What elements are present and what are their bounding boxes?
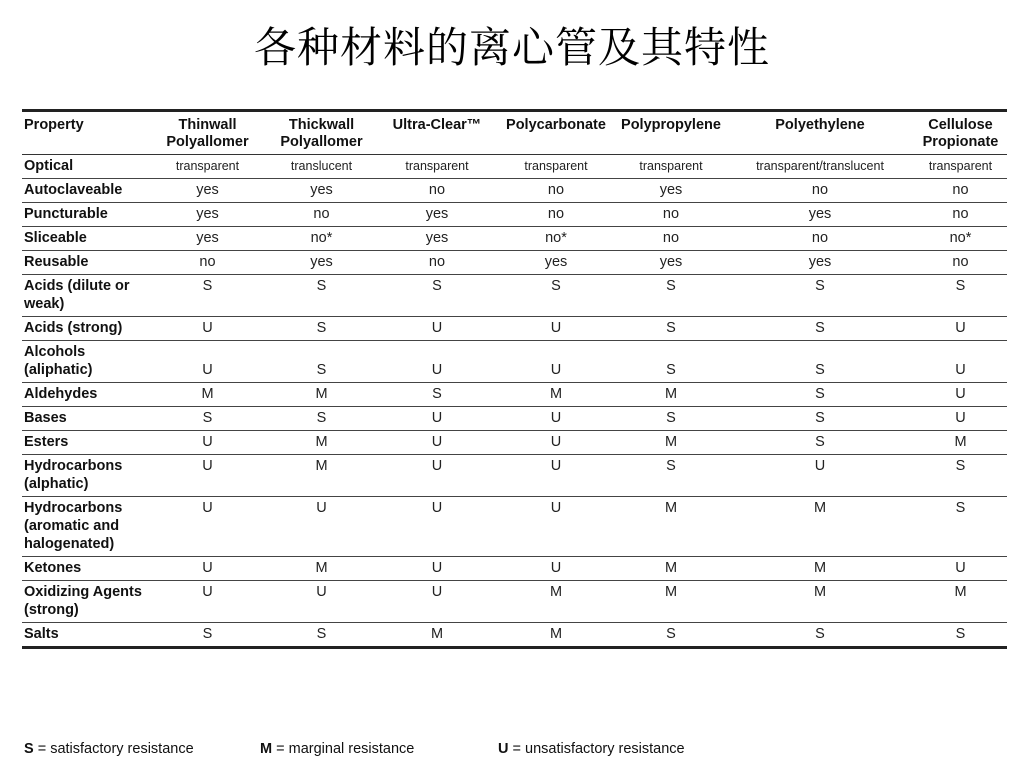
column-header: Polyethylene	[775, 117, 865, 133]
legend-item-s: S = satisfactory resistance	[24, 741, 194, 757]
table-cell: U	[550, 410, 562, 426]
table-cell: U	[955, 320, 966, 336]
table-row	[22, 407, 1007, 431]
table-cell: S	[955, 458, 966, 474]
table-cell: S	[955, 500, 966, 516]
table-cell: no	[811, 230, 829, 246]
table-cell: S	[815, 320, 825, 336]
table-cell: M	[549, 584, 563, 600]
table-body	[22, 155, 1007, 648]
table-cell: yes	[196, 230, 219, 246]
property-label: Reusable	[24, 254, 89, 270]
table-cell: M	[315, 434, 328, 450]
table-cell: U	[431, 434, 443, 450]
table-cell: S	[316, 278, 327, 294]
table-cell: no*	[949, 230, 972, 246]
table-cell: U	[955, 560, 966, 576]
table-cell: S	[815, 626, 825, 642]
table-cell: yes	[196, 182, 219, 198]
table-cell: no	[428, 182, 446, 198]
column-header: Thinwall Polyallomer	[166, 117, 249, 150]
table-cell: M	[430, 626, 444, 642]
table-cell: S	[666, 410, 676, 426]
table-cell: U	[431, 410, 443, 426]
table-cell: yes	[659, 182, 683, 198]
table-row	[22, 275, 1007, 317]
table-cell: S	[666, 278, 676, 294]
table-cell: U	[550, 434, 562, 450]
table-cell: M	[664, 500, 678, 516]
table-cell: U	[550, 362, 562, 378]
property-label: Salts	[24, 626, 59, 642]
table-cell: S	[202, 278, 213, 294]
column-header: Thickwall Polyallomer	[280, 117, 363, 150]
table-cell: transparent/translucent	[756, 159, 884, 173]
table-cell: U	[431, 560, 443, 576]
table-cell: S	[815, 362, 825, 378]
table-cell: no	[547, 182, 565, 198]
table-cell: U	[814, 458, 826, 474]
table-cell: U	[202, 320, 213, 336]
table-cell: U	[550, 320, 562, 336]
table-cell: S	[202, 626, 213, 642]
table-cell: yes	[310, 254, 333, 270]
legend-key: M	[260, 741, 273, 757]
table-cell: no	[952, 206, 969, 222]
table-row	[22, 317, 1007, 341]
table-cell: M	[664, 584, 678, 600]
property-label: Bases	[24, 410, 67, 426]
property-label: Ketones	[24, 560, 82, 576]
table-cell: M	[954, 584, 967, 600]
table-cell: U	[550, 560, 562, 576]
table-cell: M	[813, 584, 827, 600]
table-cell: S	[551, 278, 561, 294]
table-row	[22, 179, 1007, 203]
table-cell: S	[432, 278, 442, 294]
table-cell: S	[666, 362, 676, 378]
table-cell: M	[315, 386, 328, 402]
page-title: 各种材料的离心管及其特性	[253, 23, 770, 72]
table-cell: U	[316, 500, 327, 516]
property-label: Autoclaveable	[24, 182, 123, 198]
table-cell: M	[954, 434, 967, 450]
table-cell: S	[815, 386, 825, 402]
table-cell: no	[662, 230, 680, 246]
table-cell: S	[815, 278, 825, 294]
property-label: Acids (dilute or weak)	[24, 278, 130, 312]
table-row	[22, 581, 1007, 623]
property-label: Hydrocarbons (aromatic and halogenated)	[24, 500, 123, 552]
table-cell: U	[550, 458, 562, 474]
table-row	[22, 455, 1007, 497]
table-cell: M	[664, 386, 678, 402]
table-cell: S	[316, 362, 327, 378]
table-row	[22, 383, 1007, 407]
property-label: Aldehydes	[24, 386, 98, 402]
table-cell: yes	[808, 254, 832, 270]
table-cell: no*	[310, 230, 333, 246]
table-cell: S	[316, 626, 327, 642]
table-cell: U	[202, 560, 213, 576]
table-cell: no	[199, 254, 216, 270]
table-cell: U	[550, 500, 562, 516]
legend-text: satisfactory resistance	[50, 741, 194, 757]
property-label: Optical	[24, 158, 74, 174]
table-cell: yes	[425, 206, 449, 222]
property-label: Alcohols (aliphatic)	[24, 344, 93, 378]
table-cell: U	[202, 500, 213, 516]
table-cell: transparent	[639, 159, 703, 173]
table-cell: transparent	[524, 159, 588, 173]
table-row	[22, 155, 1007, 179]
table-cell: no*	[545, 230, 567, 246]
property-label: Esters	[24, 434, 69, 450]
column-header: Ultra-Clear™	[392, 117, 482, 133]
table-cell: S	[432, 386, 442, 402]
table-cell: M	[813, 500, 827, 516]
table-row	[22, 431, 1007, 455]
table-cell: U	[431, 584, 443, 600]
table-cell: no	[428, 254, 446, 270]
column-header: Polypropylene	[621, 117, 721, 133]
table-cell: M	[664, 560, 678, 576]
legend-key: U	[498, 741, 509, 757]
table-cell: M	[549, 626, 563, 642]
table-cell: S	[666, 458, 676, 474]
table-cell: S	[316, 320, 327, 336]
table-row	[22, 557, 1007, 581]
table-cell: U	[955, 362, 966, 378]
table-cell: U	[431, 500, 443, 516]
table-cell: yes	[425, 230, 449, 246]
table-cell: M	[315, 560, 328, 576]
table-row	[22, 203, 1007, 227]
table-cell: S	[666, 320, 676, 336]
table-cell: no	[313, 206, 330, 222]
table-header-row	[22, 111, 1007, 155]
legend-text: marginal resistance	[288, 741, 415, 757]
property-label: Acids (strong)	[24, 320, 123, 336]
table-cell: U	[431, 320, 443, 336]
table-cell: no	[547, 206, 565, 222]
legend-item-u: U = unsatisfactory resistance	[498, 741, 685, 757]
table-cell: S	[815, 410, 825, 426]
properties-table-container	[22, 109, 1007, 649]
table-row	[22, 623, 1007, 648]
table-cell: M	[315, 458, 328, 474]
table-row	[22, 497, 1007, 557]
table-cell: yes	[659, 254, 683, 270]
property-label: Oxidizing Agents (strong)	[24, 584, 142, 618]
table-cell: yes	[808, 206, 832, 222]
table-cell: S	[955, 626, 966, 642]
table-cell: yes	[310, 182, 333, 198]
table-cell: U	[316, 584, 327, 600]
table-cell: yes	[196, 206, 219, 222]
table-cell: no	[952, 254, 969, 270]
table-cell: U	[955, 386, 966, 402]
property-label: Puncturable	[24, 206, 108, 222]
material-properties-table	[22, 109, 1007, 649]
table-cell: M	[813, 560, 827, 576]
table-cell: S	[666, 626, 676, 642]
column-header: Property	[24, 117, 84, 133]
table-cell: no	[811, 182, 829, 198]
table-cell: M	[549, 386, 563, 402]
table-cell: translucent	[290, 159, 353, 173]
table-cell: S	[316, 410, 327, 426]
table-cell: transparent	[405, 159, 469, 173]
table-cell: U	[202, 362, 213, 378]
table-cell: M	[664, 434, 678, 450]
legend-text: unsatisfactory resistance	[525, 741, 685, 757]
table-cell: yes	[544, 254, 568, 270]
legend-key: S	[24, 741, 34, 757]
column-header: Cellulose Propionate	[922, 117, 999, 150]
table-cell: transparent	[175, 159, 240, 173]
legend-item-m: M = marginal resistance	[260, 741, 415, 757]
table-cell: U	[202, 458, 213, 474]
table-cell: M	[201, 386, 214, 402]
table-cell: U	[955, 410, 966, 426]
table-cell: U	[431, 458, 443, 474]
property-label: Sliceable	[24, 230, 87, 246]
table-cell: U	[202, 584, 213, 600]
table-cell: no	[952, 182, 969, 198]
table-row	[22, 251, 1007, 275]
table-row	[22, 227, 1007, 251]
table-cell: no	[662, 206, 680, 222]
property-label: Hydrocarbons (alphatic)	[24, 458, 123, 492]
table-row	[22, 341, 1007, 383]
table-cell: S	[202, 410, 213, 426]
table-cell: transparent	[928, 159, 993, 173]
table-cell: S	[815, 434, 825, 450]
table-cell: U	[431, 362, 443, 378]
column-header: Polycarbonate	[506, 117, 606, 133]
table-cell: S	[955, 278, 966, 294]
table-cell: U	[202, 434, 213, 450]
